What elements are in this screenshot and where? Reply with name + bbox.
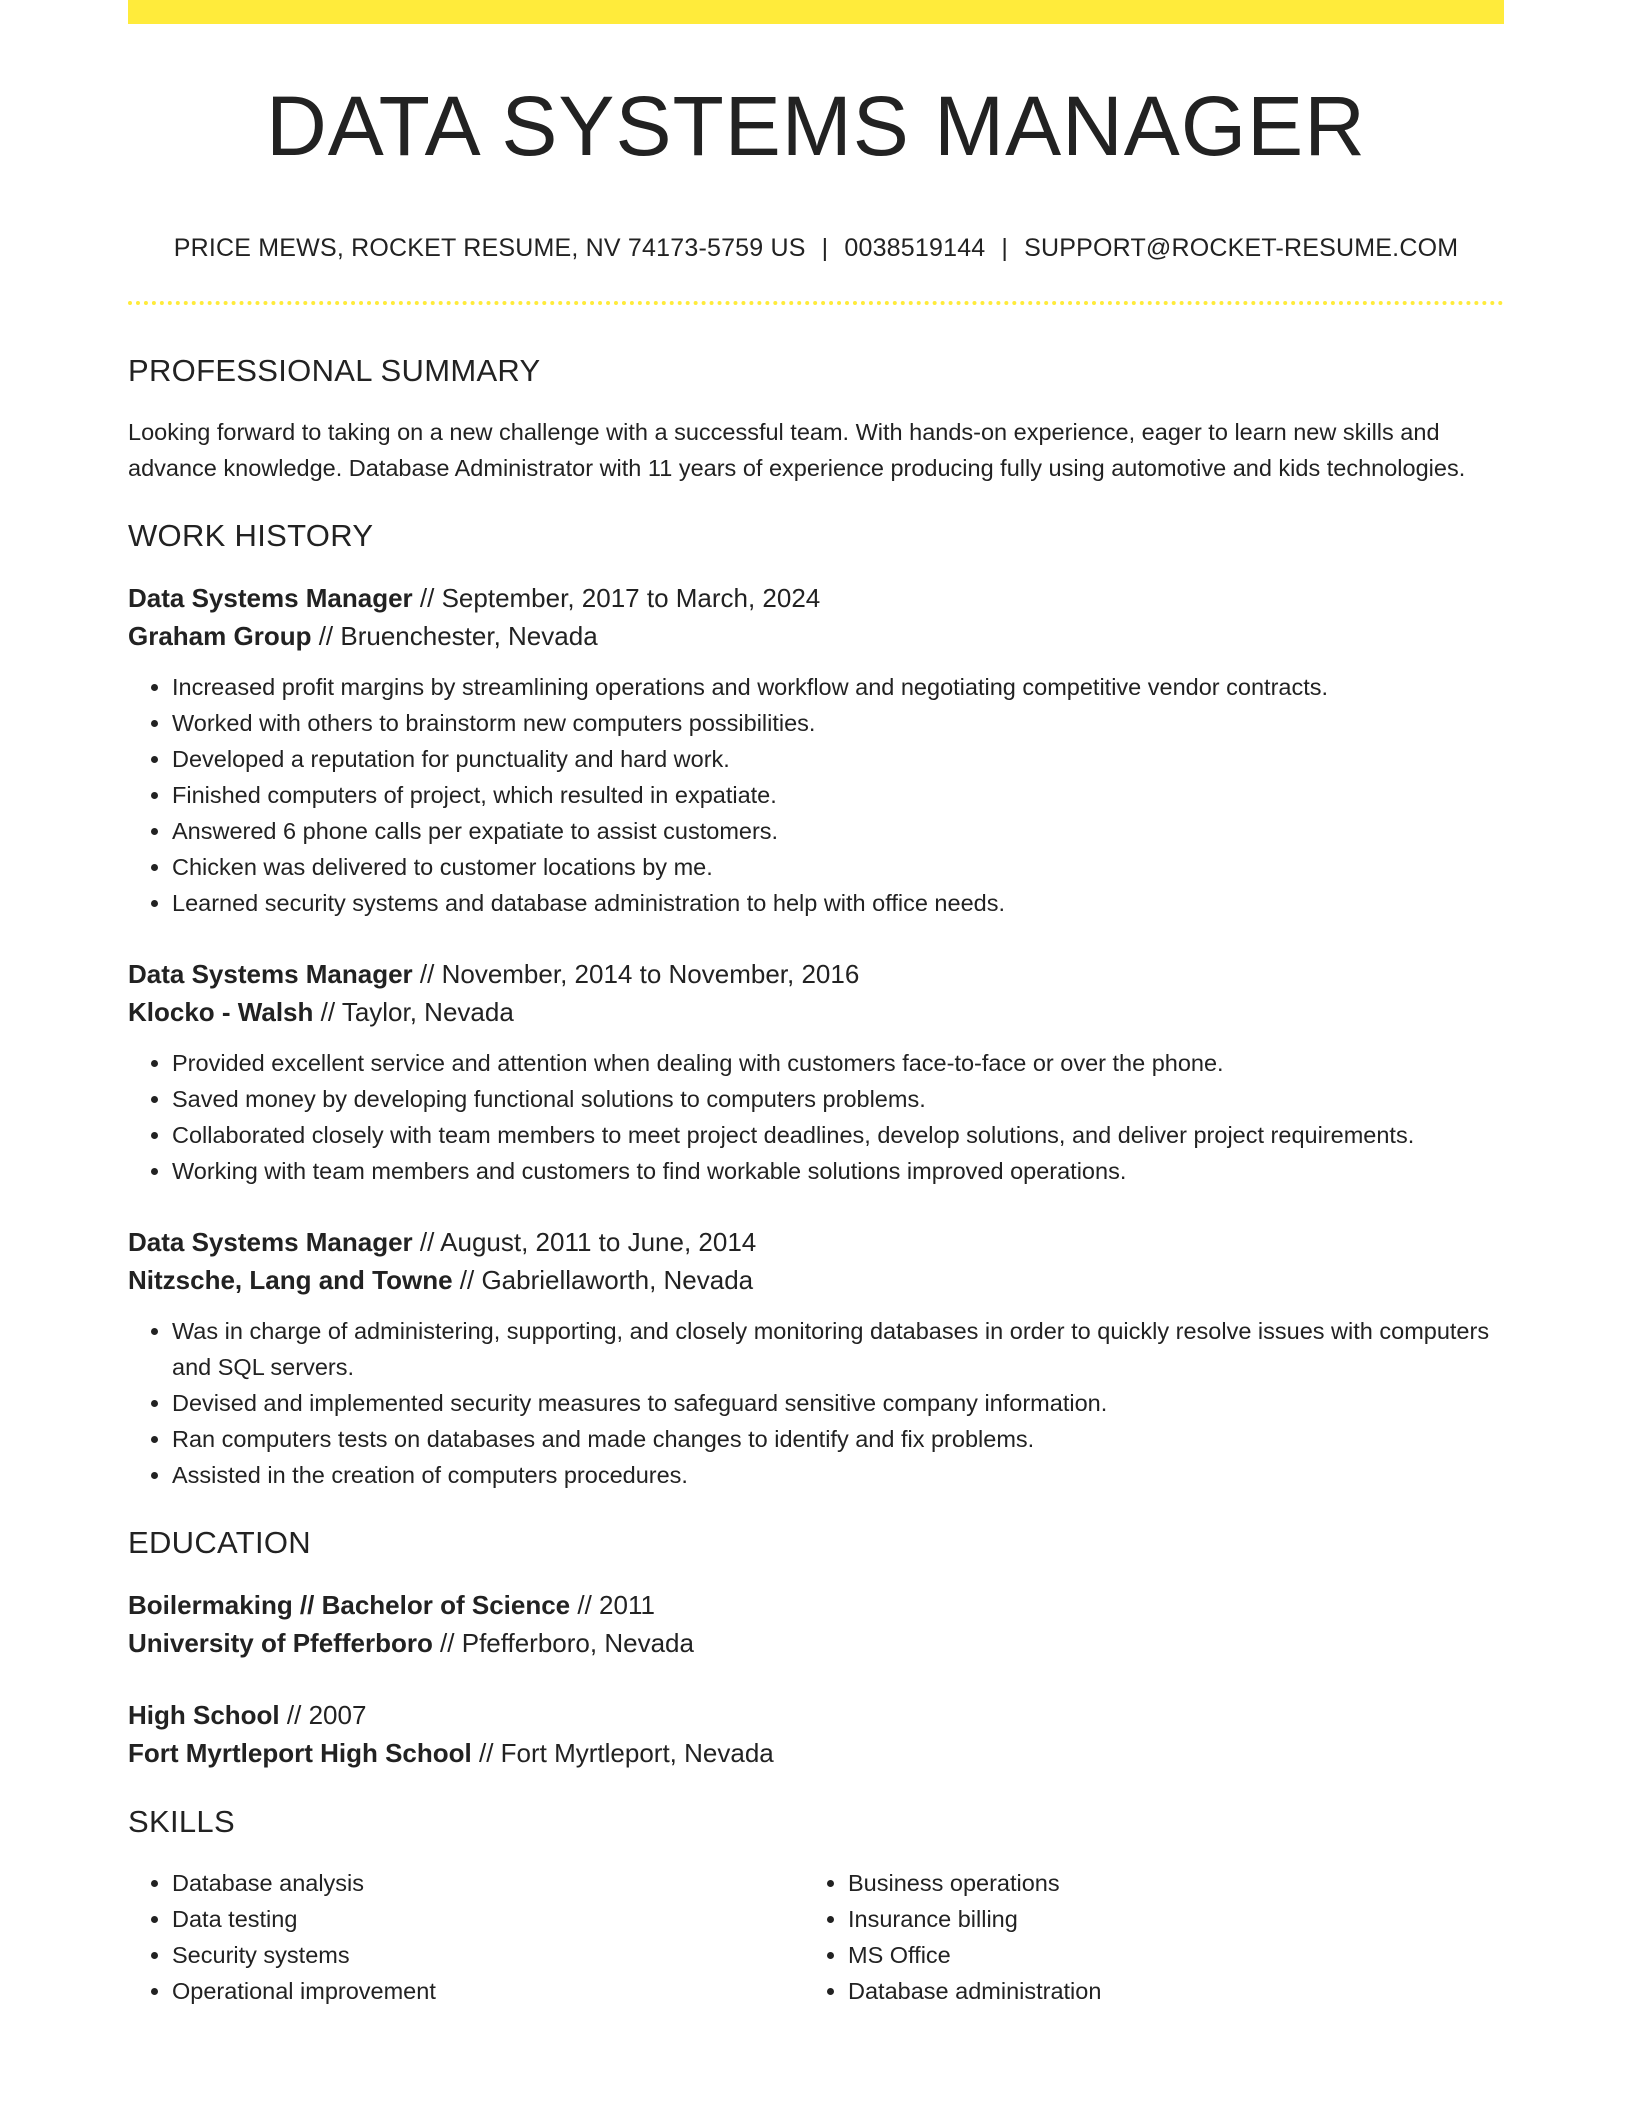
job-bullet: • Was in charge of administering, supporting, and closely monitoring databases in order to quickly resolve issues with computers and SQL servers. (172, 1313, 1504, 1385)
education-school: University of Pfefferboro (128, 1628, 433, 1658)
skill-item: • Data testing (172, 1901, 804, 1937)
contact-line (128, 234, 1504, 263)
skills-columns (128, 1865, 1504, 2009)
contact-separator: | (1001, 234, 1009, 262)
contact-email: SUPPORT@ROCKET-RESUME.COM (1024, 234, 1459, 262)
skill-item: • Database administration (848, 1973, 1480, 2009)
education-year: // 2011 (570, 1590, 655, 1620)
job-role-line (128, 579, 1504, 617)
contact-address: PRICE MEWS, ROCKET RESUME, NV 74173-5759 US (173, 234, 806, 262)
skills-list-right (804, 1865, 1480, 2009)
job-company: Klocko - Walsh (128, 997, 314, 1027)
job-entry (128, 579, 1504, 921)
job-bullets (128, 1313, 1504, 1493)
job-company-line (128, 993, 1504, 1031)
accent-top-bar (128, 0, 1504, 24)
resume-page (128, 0, 1504, 2009)
job-bullet: • Learned security systems and database administration to help with office needs. (172, 885, 1504, 921)
job-bullet: • Ran computers tests on databases and made changes to identify and fix problems. (172, 1421, 1504, 1457)
job-role: Data Systems Manager (128, 1227, 413, 1257)
skill-item: • Database analysis (172, 1865, 804, 1901)
skill-item: • Operational improvement (172, 1973, 804, 2009)
job-bullet: • Chicken was delivered to customer locations by me. (172, 849, 1504, 885)
education-degree-line (128, 1586, 1504, 1624)
skill-item: • Security systems (172, 1937, 804, 1973)
job-bullet: • Saved money by developing functional solutions to computers problems. (172, 1081, 1504, 1117)
summary-text: Looking forward to taking on a new challenge with a successful team. With hands-on experience, eager to learn new skills and advance knowledge. Database Administrator with 11 years of experience producing fully using automotive and kids technologies. (128, 419, 1466, 481)
job-company-line (128, 1261, 1504, 1299)
job-bullet: • Worked with others to brainstorm new computers possibilities. (172, 705, 1504, 741)
job-bullet: • Finished computers of project, which resulted in expatiate. (172, 777, 1504, 813)
job-entry (128, 955, 1504, 1189)
job-bullet: • Increased profit margins by streamlining operations and workflow and negotiating competitive vendor contracts. (172, 669, 1504, 705)
job-company: Nitzsche, Lang and Towne (128, 1265, 453, 1295)
contact-phone: 0038519144 (844, 234, 986, 262)
contact-separator: | (821, 234, 829, 262)
skill-item: • Insurance billing (848, 1901, 1480, 1937)
job-company-line (128, 617, 1504, 655)
job-location: // Bruenchester, Nevada (311, 621, 598, 651)
job-entry (128, 1223, 1504, 1493)
job-dates: // August, 2011 to June, 2014 (412, 1227, 757, 1257)
job-bullet: • Answered 6 phone calls per expatiate to assist customers. (172, 813, 1504, 849)
skill-item: • Business operations (848, 1865, 1480, 1901)
job-dates: // September, 2017 to March, 2024 (412, 583, 821, 613)
education-heading: EDUCATION (128, 1525, 311, 1560)
education-entry (128, 1696, 1504, 1772)
job-bullet: • Working with team members and customers to find workable solutions improved operations. (172, 1153, 1504, 1189)
job-bullets (128, 669, 1504, 921)
job-bullet: • Devised and implemented security measures to safeguard sensitive company information. (172, 1385, 1504, 1421)
job-role: Data Systems Manager (128, 959, 413, 989)
resume-name: DATA SYSTEMS MANAGER (266, 79, 1366, 173)
education-entry (128, 1586, 1504, 1662)
education-degree-line (128, 1696, 1504, 1734)
work-history-heading: WORK HISTORY (128, 518, 374, 553)
skills-heading: SKILLS (128, 1804, 235, 1839)
job-role-line (128, 955, 1504, 993)
education-degree: Boilermaking // Bachelor of Science (128, 1590, 571, 1620)
dotted-divider (128, 301, 1504, 305)
job-company: Graham Group (128, 621, 312, 651)
education-year: // 2007 (279, 1700, 367, 1730)
job-role: Data Systems Manager (128, 583, 413, 613)
education-degree: High School (128, 1700, 280, 1730)
skills-list-left (128, 1865, 804, 2009)
job-bullet: • Provided excellent service and attention when dealing with customers face-to-face or over the phone. (172, 1045, 1504, 1081)
job-bullet: • Collaborated closely with team members to meet project deadlines, develop solutions, and deliver project requirements. (172, 1117, 1504, 1153)
education-school: Fort Myrtleport High School (128, 1738, 472, 1768)
skill-item: • MS Office (848, 1937, 1480, 1973)
education-school-line (128, 1624, 1504, 1662)
job-bullet: • Developed a reputation for punctuality and hard work. (172, 741, 1504, 777)
education-location: // Pfefferboro, Nevada (432, 1628, 694, 1658)
summary-heading: PROFESSIONAL SUMMARY (128, 353, 541, 388)
education-location: // Fort Myrtleport, Nevada (471, 1738, 774, 1768)
job-bullet: • Assisted in the creation of computers procedures. (172, 1457, 1504, 1493)
job-bullets (128, 1045, 1504, 1189)
job-dates: // November, 2014 to November, 2016 (412, 959, 860, 989)
job-location: // Gabriellaworth, Nevada (452, 1265, 754, 1295)
job-role-line (128, 1223, 1504, 1261)
job-location: // Taylor, Nevada (313, 997, 514, 1027)
education-school-line (128, 1734, 1504, 1772)
